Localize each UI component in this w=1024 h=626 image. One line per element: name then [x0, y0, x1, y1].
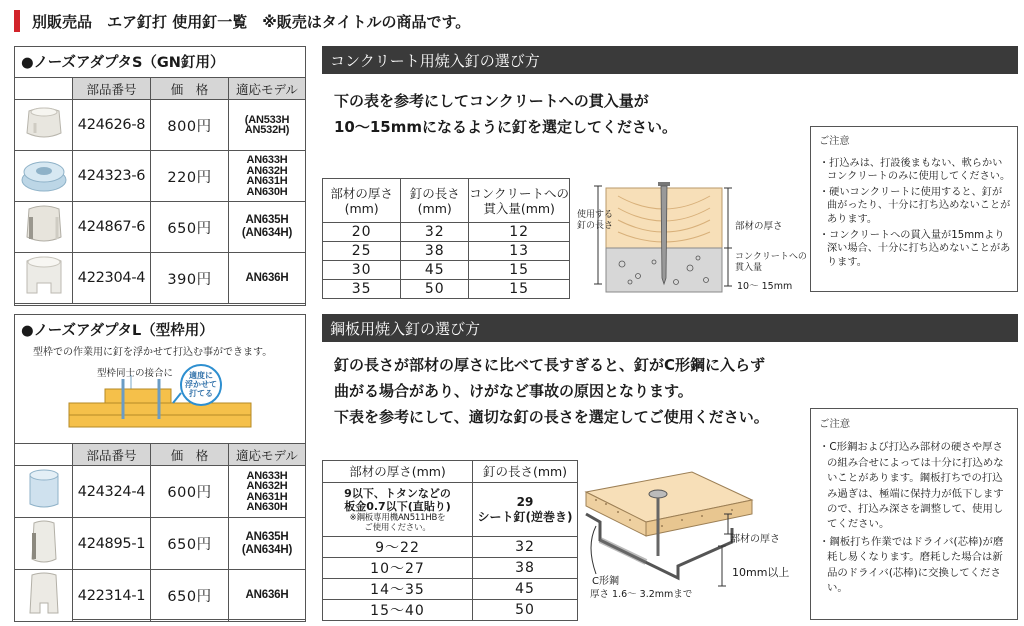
cell: 9～22 [323, 537, 473, 558]
cell: 32 [401, 223, 469, 242]
note-item: ・打込みは、打設後まもない、軟らかいコンクリートのみに使用してください。 [819, 157, 1011, 183]
diagram-nail-length: 使用する 釘の長さ [577, 210, 614, 231]
col-part: 部品番号 [73, 78, 151, 100]
page-title: 別販売品 エア釘打 使用釘一覧 ※販売はタイトルの商品です。 [32, 13, 471, 31]
model-list: AN635H (AN634H) [229, 518, 306, 570]
adapter-l-table [14, 443, 306, 622]
adapter-s-panel [14, 46, 306, 306]
part-image [15, 202, 73, 253]
model-list: AN635H (AN634H) [229, 202, 306, 253]
steel-diagram-cchannel: C形鋼 [592, 576, 619, 587]
cell: 15～40 [323, 600, 473, 621]
table-row [323, 280, 570, 299]
table-header-row [15, 444, 306, 466]
table-row [323, 483, 578, 537]
special-thickness-cell [323, 483, 473, 537]
model-list: AN633H AN632H AN631H AN630H [229, 466, 306, 518]
cell: 20 [323, 223, 401, 242]
steel-intro: 釘の長さが部材の厚さに比べて長すぎると、釘がC形鋼に入らず 曲がる場合があり、けがなど事故の原因となります。 下表を参考にして、適切な釘の長さを選定してご使用ください。 [334, 356, 769, 426]
concrete-intro: 下の表を参考にしてコンクリートへの貫入量が 10～15mmになるように釘を選定してください。 [334, 92, 678, 136]
part-image [15, 466, 73, 518]
part-number: 422304-4 [73, 253, 151, 304]
cell: 15 [469, 261, 570, 280]
diagram-range: 10～ 15mm [737, 281, 793, 292]
steel-diagram-thickness: 部材の厚さ [730, 534, 780, 545]
table-row [15, 466, 306, 518]
adapter-l-subtitle: 型枠での作業用に釘を浮かせて打込む事ができます。 [33, 347, 273, 358]
cell: 13 [469, 242, 570, 261]
formwork-illustration [15, 359, 305, 439]
part-number: 424867-6 [73, 202, 151, 253]
part-image [15, 518, 73, 570]
header-accent-bar [14, 10, 20, 32]
col-nail-length: 釘の長さ (mm) [401, 179, 469, 223]
table-row [323, 242, 570, 261]
col-thickness: 部材の厚さ (mm) [323, 179, 401, 223]
steel-table [322, 460, 578, 621]
part-number: 422314-1 [73, 570, 151, 622]
steel-section-bar: 鋼板用焼入釘の選び方 [322, 314, 1018, 342]
col-penetration: コンクリートへの 貫入量(mm) [469, 179, 570, 223]
cell: 45 [401, 261, 469, 280]
table-row [15, 202, 306, 253]
table-row [323, 261, 570, 280]
table-row [323, 223, 570, 242]
col-price: 価 格 [151, 444, 229, 466]
special-length: 29 シート釘(逆巻き) [473, 483, 578, 537]
table-row [323, 579, 578, 600]
badge-text: 適度に 浮かせて 打てる [185, 371, 217, 398]
note-item: ・コンクリートへの貫入量が15mmより深い場合、十分に打ち込めないことがあります。 [819, 229, 1011, 268]
model-list: AN633H AN632H AN631H AN630H [229, 151, 306, 202]
col-part: 部品番号 [73, 444, 151, 466]
note-item: ・鋼板打ち作業ではドライバ(芯棒)が磨耗し易くなります。磨耗した場合は新品のドライバ(芯棒)に交換してください。 [819, 535, 1004, 595]
table-row [323, 600, 578, 621]
table-header-row [323, 179, 570, 223]
adapter-l-panel [14, 314, 306, 620]
price: 220円 [151, 151, 229, 202]
price: 800円 [151, 100, 229, 151]
cell: 32 [473, 537, 578, 558]
col-price: 価 格 [151, 78, 229, 100]
table-row [15, 253, 306, 304]
cell: 50 [401, 280, 469, 299]
cell: 25 [323, 242, 401, 261]
diagram-penetration: コンクリートへの 貫入量 [735, 252, 807, 273]
part-image [15, 570, 73, 622]
cell: 15 [469, 280, 570, 299]
cell: 35 [323, 280, 401, 299]
price: 650円 [151, 518, 229, 570]
adapter-s-table [14, 77, 306, 304]
diagram-label: 型枠同士の接合に [97, 368, 174, 379]
model-list: AN636H [229, 570, 306, 622]
price: 650円 [151, 202, 229, 253]
table-row [15, 518, 306, 570]
table-row [15, 151, 306, 202]
concrete-note [810, 126, 1018, 292]
col-thickness: 部材の厚さ(mm) [323, 461, 473, 483]
part-image [15, 151, 73, 202]
table-row [323, 537, 578, 558]
note-title: ご注意 [819, 136, 850, 147]
table-row [15, 570, 306, 622]
cell: 45 [473, 579, 578, 600]
table-header-row [15, 78, 306, 100]
part-number: 424895-1 [73, 518, 151, 570]
price: 650円 [151, 570, 229, 622]
part-number: 424324-4 [73, 466, 151, 518]
table-header-row [323, 461, 578, 483]
note-item: ・C形鋼および打込み部材の硬さや厚さの組み合せによっては十分に打込めないことがあります。鋼板打ちでの打込み過ぎは、極端に保持力が低下しますので、打込み深さを調整して、使用してください。 [819, 441, 1004, 531]
price: 600円 [151, 466, 229, 518]
cell: 38 [473, 558, 578, 579]
col-model: 適応モデル [229, 444, 306, 466]
diagram-thickness: 部材の厚さ [735, 221, 783, 232]
model-list: AN636H [229, 253, 306, 304]
cell: 30 [323, 261, 401, 280]
note-title: ご注意 [819, 418, 851, 430]
concrete-table [322, 178, 570, 299]
note-item: ・硬いコンクリートに使用すると、釘が曲がったり、十分に打ち込めないことがあります。 [819, 186, 1011, 225]
adapter-l-title: ●ノーズアダプタL（型枠用） [21, 322, 214, 339]
col-model: 適応モデル [229, 78, 306, 100]
steel-diagram-over: 10mm以上 [732, 566, 790, 579]
price: 390円 [151, 253, 229, 304]
part-image [15, 253, 73, 304]
cell: 50 [473, 600, 578, 621]
table-row [323, 558, 578, 579]
model-list: (AN533H AN532H) [229, 100, 306, 151]
adapter-s-title: ●ノーズアダプタS（GN釘用） [21, 54, 225, 71]
concrete-section-bar: コンクリート用焼入釘の選び方 [322, 46, 1018, 74]
steel-note [810, 408, 1018, 620]
special-note: ※鋼板専用機AN511HBを ご使用ください。 [349, 512, 446, 533]
cell: 38 [401, 242, 469, 261]
part-image [15, 100, 73, 151]
part-number: 424323-6 [73, 151, 151, 202]
col-nail-length: 釘の長さ(mm) [473, 461, 578, 483]
table-row [15, 100, 306, 151]
cell: 14～35 [323, 579, 473, 600]
cell: 12 [469, 223, 570, 242]
steel-diagram-cthick: 厚さ 1.6～ 3.2mmまで [590, 589, 693, 600]
part-number: 424626-8 [73, 100, 151, 151]
special-thickness: 9以下、トタンなどの 板金0.7以下(直貼り) [344, 486, 451, 513]
formwork-diagram [15, 359, 305, 439]
cell: 10～27 [323, 558, 473, 579]
